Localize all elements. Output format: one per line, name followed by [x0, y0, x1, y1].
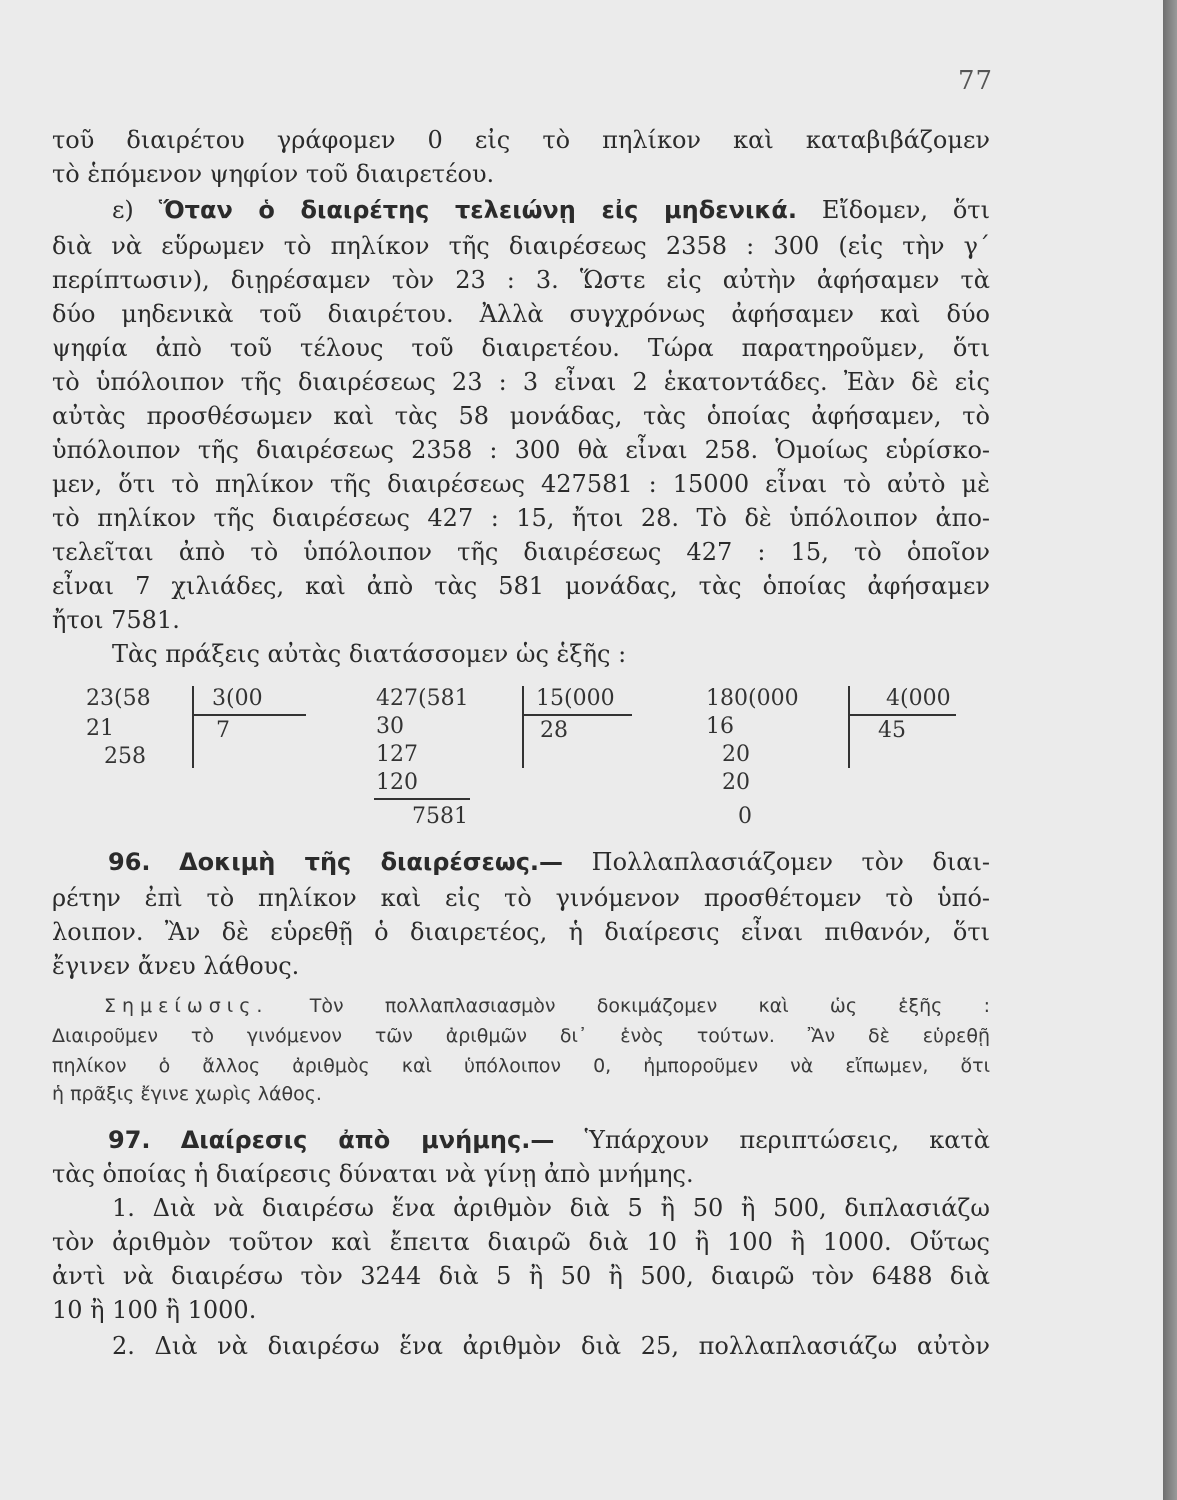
text-line: δύο μηδενικὰ τοῦ διαιρέτου. Ἀλλὰ συγχρόνως ἀφήσαμεν καὶ δύο [52, 300, 990, 328]
div3-remainder: 0 [738, 804, 752, 829]
case-e-first-line-rest: Εἴδομεν, ὅτι [821, 196, 990, 224]
item2-line: 2. Διὰ νὰ διαιρέσω ἕνα ἀριθμὸν διὰ 25, πολλαπλασιάζω αὐτὸν [112, 1332, 990, 1360]
text-line: τὸ πηλίκον τῆς διαιρέσεως 427 : 15, ἤτοι 28. Τὸ δὲ ὑπόλοιπον ἀπο- [52, 504, 990, 532]
div2-step3: 120 [376, 770, 418, 795]
div3-step1: 16 [706, 714, 734, 739]
text-line: λοιπον. Ἂν δὲ εὑρεθῇ ὁ διαιρετέος, ἡ διαίρεσις εἶναι πιθανόν, ὅτι [52, 918, 990, 946]
div1-horizontal-bar [194, 714, 306, 716]
case-e-label: ε) [112, 196, 134, 224]
text-line: ρέτην ἐπὶ τὸ πηλίκον καὶ εἰς τὸ γινόμενον προσθέτομεν τὸ ὑπό- [52, 884, 990, 912]
item1-line: τὸν ἀριθμὸν τοῦτον καὶ ἔπειτα διαιρῶ διὰ 10 ἢ 100 ἢ 1000. Οὕτως [52, 1228, 990, 1256]
div3-dividend: 180(000 [706, 686, 799, 711]
section-96-title: Δοκιμὴ τῆς διαιρέσεως.— [179, 848, 564, 876]
div1-vertical-bar [192, 686, 194, 768]
note-first-line [104, 992, 990, 1020]
text-line: τὰς ὁποίας ἡ διαίρεσις δύναται νὰ γίνῃ ἀπὸ μνήμης. [52, 1160, 694, 1188]
text-line: τελεῖται ἀπὸ τὸ ὑπόλοιπον τῆς διαιρέσεως 427 : 15, τὸ ὁποῖον [52, 538, 990, 566]
text-line: ψηφία ἀπὸ τοῦ τέλους τοῦ διαιρετέου. Τώρα παρατηροῦμεν, ὅτι [52, 334, 990, 362]
div2-divisor: 15(000 [536, 686, 615, 711]
text-line: ὑπόλοιπον τῆς διαιρέσεως 2358 : 300 θὰ εἶναι 258. Ὁμοίως εὑρίσκο- [52, 436, 990, 464]
arrangement-line: Τὰς πράξεις αὐτὰς διατάσσομεν ὡς ἑξῆς : [112, 640, 627, 668]
div2-dividend: 427(581 [376, 686, 469, 711]
div3-divisor: 4(000 [886, 686, 951, 711]
page-edge-shadow [1163, 0, 1177, 1500]
text-line: περίπτωσιν), διῃρέσαμεν τὸν 23 : 3. Ὥστε εἰς αὐτὴν ἀφήσαμεν τὰ [52, 266, 990, 294]
div2-quotient: 28 [540, 718, 568, 743]
section-97-number: 97. [108, 1126, 151, 1154]
div3-quotient: 45 [878, 718, 906, 743]
text-line: μεν, ὅτι τὸ πηλίκον τῆς διαιρέσεως 427581 : 15000 εἶναι τὸ αὐτὸ μὲ [52, 470, 990, 498]
item1-line: 1. Διὰ νὰ διαιρέσω ἕνα ἀριθμὸν διὰ 5 ἢ 50 ἢ 500, διπλασιάζω [112, 1194, 990, 1222]
div1-step1: 21 [86, 716, 114, 741]
section-96-number: 96. [108, 848, 151, 876]
text-line: αὐτὰς προσθέσωμεν καὶ τὰς 58 μονάδας, τὰς ὁποίας ἀφήσαμεν, τὸ [52, 402, 990, 430]
section-97-first-line [108, 1124, 990, 1156]
item1-line: ἀντὶ νὰ διαιρέσω τὸν 3244 διὰ 5 ἢ 50 ἢ 500, διαιρῶ τὸν 6488 διὰ [52, 1262, 990, 1290]
text-line: τὸ ἑπόμενον ψηφίον τοῦ διαιρετέου. [52, 160, 495, 188]
text-line: ἤτοι 7581. [52, 606, 180, 634]
note-line: Διαιροῦμεν τὸ γινόμενον τῶν ἀριθμῶν δι᾽ ἑνὸς τούτων. Ἂν δὲ εὑρεθῇ [52, 1025, 990, 1047]
div3-step2: 20 [722, 742, 750, 767]
section-97-title: Διαίρεσις ἀπὸ μνήμης.— [180, 1126, 555, 1154]
div1-quotient: 7 [216, 718, 230, 743]
section-97-first-line-rest: Ὑπάρχουν περιπτώσεις, κατὰ [584, 1126, 990, 1154]
div3-step3: 20 [722, 770, 750, 795]
note-line: ἡ πρᾶξις ἔγινε χωρὶς λάθος. [52, 1083, 322, 1105]
note-label: Σημείωσις. [104, 995, 269, 1017]
div2-remainder-bar [374, 798, 470, 800]
item1-line: 10 ἢ 100 ἢ 1000. [52, 1296, 257, 1324]
div2-step1: 30 [376, 714, 404, 739]
div3-vertical-bar [848, 686, 850, 768]
page-number: 77 [958, 66, 994, 96]
div2-vertical-bar [522, 686, 524, 768]
case-e-first-line [112, 194, 990, 226]
text-line: ἔγινεν ἄνευ λάθους. [52, 952, 300, 980]
case-e-heading: Ὅταν ὁ διαιρέτης τελειώνῃ εἰς μηδενικά. [158, 196, 797, 224]
text-line: τοῦ διαιρέτου γράφομεν 0 εἰς τὸ πηλίκον καὶ καταβιβάζομεν [52, 126, 990, 154]
section-96-first-line-rest: Πολλαπλασιάζομεν τὸν διαι- [591, 848, 990, 876]
note-first-line-rest: Τὸν πολλαπλασιασμὸν δοκιμάζομεν καὶ ὡς ἑξῆς : [309, 995, 990, 1017]
div2-remainder: 7581 [412, 804, 468, 829]
section-96-first-line [108, 846, 990, 878]
text-line: εἶναι 7 χιλιάδες, καὶ ἀπὸ τὰς 581 μονάδας, τὰς ὁποίας ἀφήσαμεν [52, 572, 990, 600]
text-line: διὰ νὰ εὕρωμεν τὸ πηλίκον τῆς διαιρέσεως 2358 : 300 (εἰς τὴν γ´ [52, 232, 990, 260]
div1-divisor: 3(00 [212, 686, 263, 711]
text-line: τὸ ὑπόλοιπον τῆς διαιρέσεως 23 : 3 εἶναι 2 ἑκατοντάδες. Ἐὰν δὲ εἰς [52, 368, 990, 396]
div1-dividend: 23(58 [86, 686, 151, 711]
div1-remainder: 258 [104, 744, 146, 769]
div2-step2: 127 [376, 742, 418, 767]
note-line: πηλίκον ὁ ἄλλος ἀριθμὸς καὶ ὑπόλοιπον 0, ἠμποροῦμεν νὰ εἴπωμεν, ὅτι [52, 1055, 990, 1077]
